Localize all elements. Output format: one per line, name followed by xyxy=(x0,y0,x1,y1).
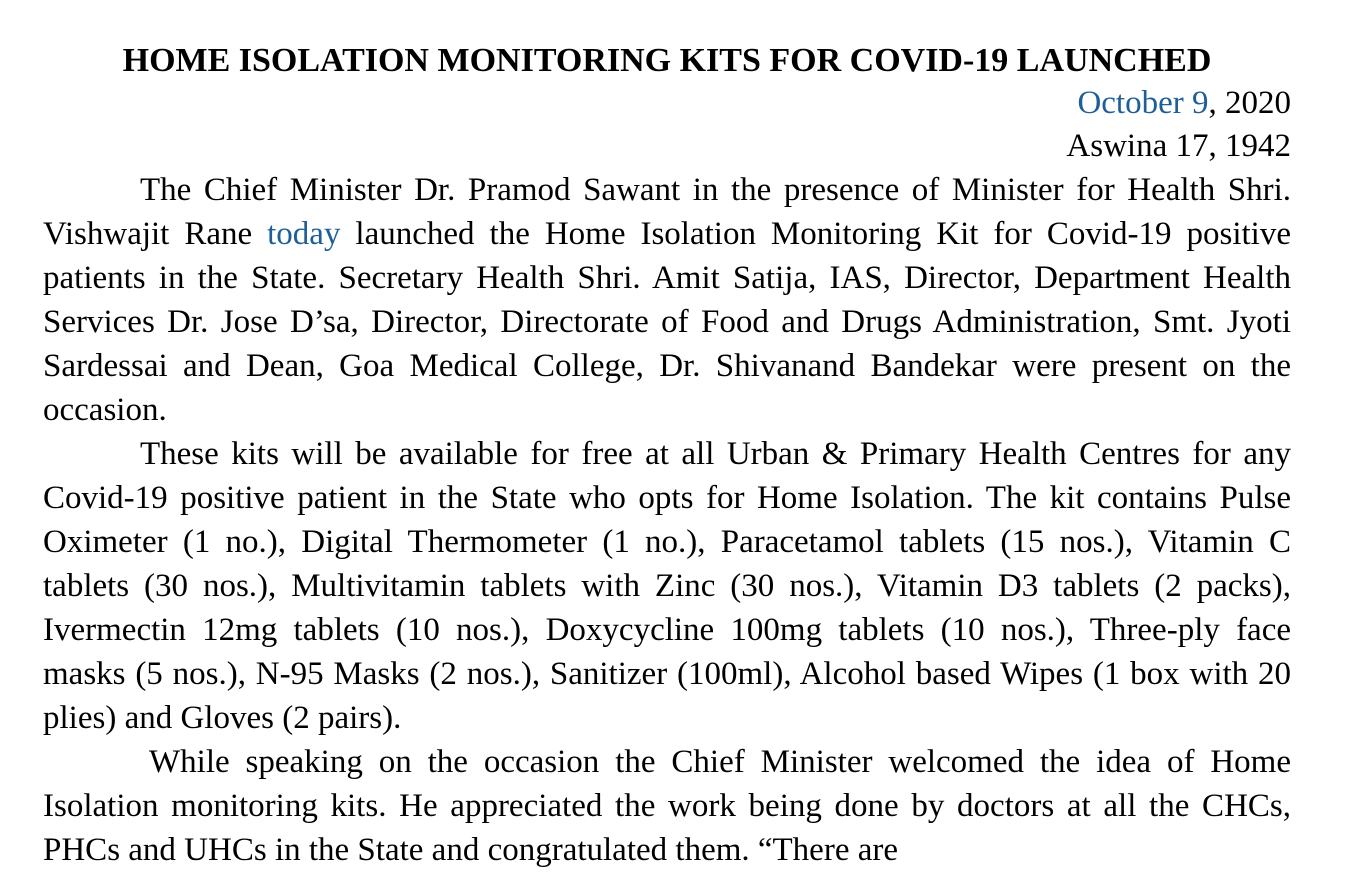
press-release xyxy=(43,40,1291,872)
page-title: HOME ISOLATION MONITORING KITS FOR COVID-19 LAUNCHED xyxy=(122,42,1212,79)
paragraph-3: While speaking on the occasion the Chief Minister welcomed the idea of Home Isolation monitoring kits. He appreciated the work being done by doctors at all the CHCs, PHCs and UHCs in the State and congratulated them. “There are xyxy=(43,744,1291,868)
dateline-gregorian xyxy=(43,82,1291,125)
paragraph-1 xyxy=(43,168,1291,432)
paragraph-1-end: launched the Home Isolation Monitoring Kit for Covid-19 positive patients in the State. Secretary Health Shri. Amit Satija, IAS, Director, Department Health Services Dr. Jose D’sa, Director, Directorate of Food and Drugs Administration, Smt. Jyoti Sardessai and Dean, Goa Medical College, Dr. Shivanand Bandekar were present on the occasion. xyxy=(43,216,1292,428)
date-year: , 2020 xyxy=(1208,85,1291,121)
paragraph-1-start: The Chief Minister Dr. Pramod Sawant in the presence of Minister for Health Shri. Vishwajit Rane xyxy=(43,172,1291,252)
date-link[interactable]: October 9 xyxy=(1077,85,1209,121)
paragraph-2: These kits will be available for free at all Urban & Primary Health Centres for any Covid-19 positive patient in the State who opts for Home Isolation. The kit contains Pulse Oximeter (1 no.), Digital Thermometer (1 no.), Paracetamol tablets (15 nos.), Vitamin C tablets (30 nos.), Multivitamin tablets with Zinc (30 nos.), Vitamin D3 tablets (2 packs), Ivermectin 12mg tablets (10 nos.), Doxycycline 100mg tablets (10 nos.), Three-ply face masks (5 nos.), N-95 Masks (2 nos.), Sanitizer (100ml), Alcohol based Wipes (1 box with 20 plies) and Gloves (2 pairs). xyxy=(43,436,1291,736)
today-link[interactable]: today xyxy=(267,216,341,252)
dateline-saka: Aswina 17, 1942 xyxy=(1066,128,1291,164)
